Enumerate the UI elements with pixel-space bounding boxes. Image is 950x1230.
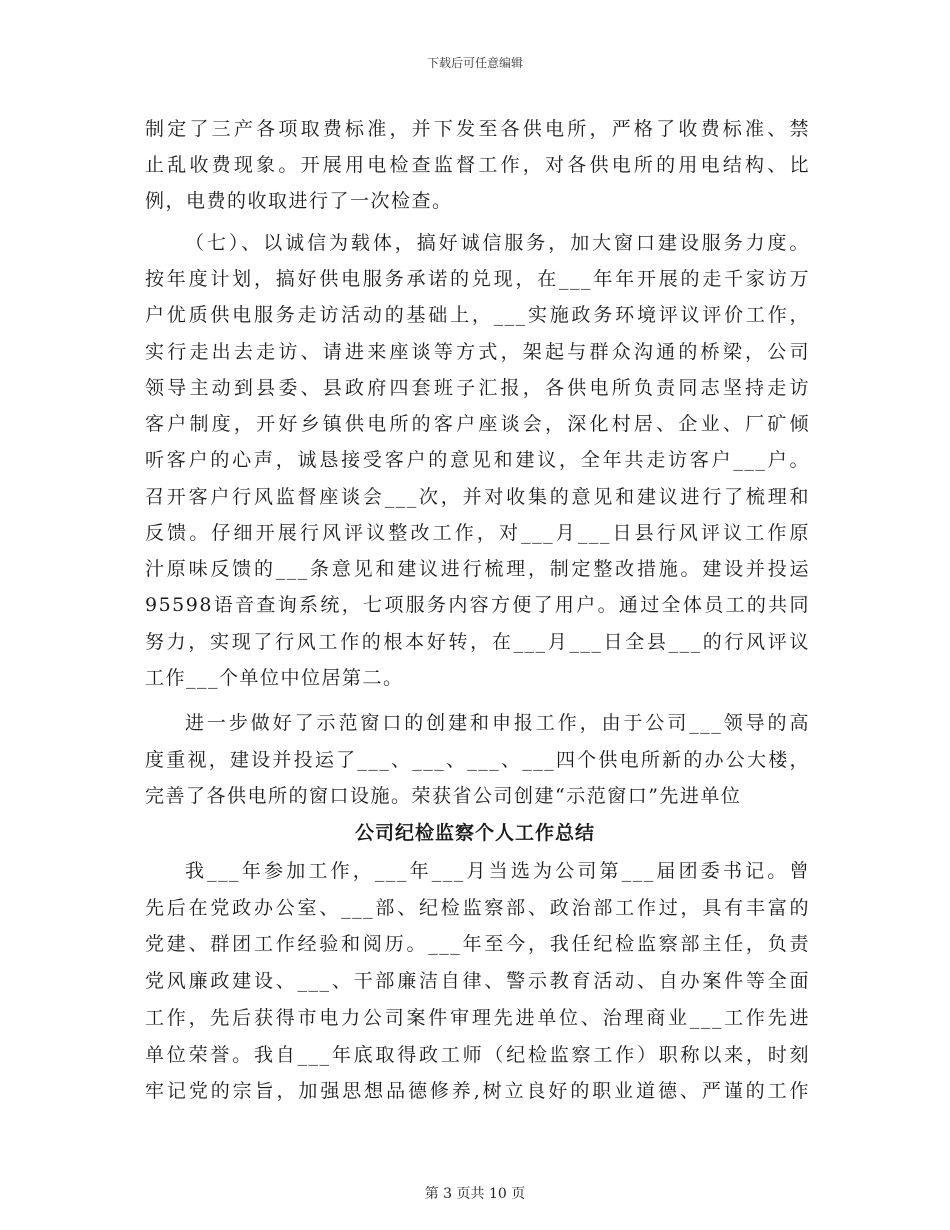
body-line: 领导主动到县委、县政府四套班子汇报，各供电所负责同志坚持走访 [145,377,810,399]
body-line: （七）、以诚信为载体，搞好诚信服务，加大窗口建设服务力度。 [185,232,810,254]
body-line: 召开客户行风监督座谈会___次，并对收集的意见和建议进行了梳理和 [145,486,810,508]
body-line: 单位荣誉。我自___年底取得政工师（纪检监察工作）职称以来，时刻 [145,1044,810,1066]
body-line: 户优质供电服务走访活动的基础上，___实施政务环境评议评价工作， [145,304,810,326]
document-title: 公司纪检监察个人工作总结 [354,822,595,844]
body-line: 95598语音查询系统，七项服务内容方便了用户。通过全体员工的共同 [145,594,810,616]
body-line: 进一步做好了示范窗口的创建和申报工作，由于公司___领导的高 [185,712,810,734]
body-line: 党建、群团工作经验和阅历。___年至今，我任纪检监察部主任，负责 [145,933,810,955]
body-line: 牢记党的宗旨，加强思想品德修养,树立良好的职业道德、严谨的工作 [145,1080,810,1102]
body-line: 党风廉政建设、___、干部廉洁自律、警示教育活动、自办案件等全面 [145,970,810,992]
body-line: 实行走出去走访、请进来座谈等方式，架起与群众沟通的桥梁，公司 [145,341,810,363]
body-line: 例，电费的收取进行了一次检查。 [145,190,453,212]
body-line: 工作___个单位中位居第二。 [145,667,404,689]
body-line: 工作，先后获得市电力公司案件审理先进单位、治理商业___工作先进 [145,1007,810,1029]
page-header: 下载后可任意编辑 [426,56,523,70]
body-line: 客户制度，开好乡镇供电所的客户座谈会，深化村居、企业、厂矿倾 [145,413,810,435]
body-line: 制定了三产各项取费标准，并下发至各供电所，严格了收费标准、禁 [145,118,810,140]
body-line: 听客户的心声，诚恳接受客户的意见和建议，全年共走访客户___户。 [145,449,810,471]
body-line: 先后在党政办公室、___部、纪检监察部、政治部工作过，具有丰富的 [145,897,810,919]
body-line: 度重视，建设并投运了___、___、___、___四个供电所新的办公大楼， [145,749,810,771]
body-line: 努力，实现了行风工作的根本好转，在___月___日全县___的行风评议 [145,631,810,653]
body-line: 我___年参加工作，___年___月当选为公司第___届团委书记。曾 [185,860,810,882]
page-footer: 第 3 页共 10 页 [424,1186,526,1202]
body-line: 完善了各供电所的窗口设施。荣获省公司创建“示范窗口”先进单位 [145,785,742,807]
body-line: 汁原味反馈的___条意见和建议进行梳理，制定整改措施。建设并投运 [145,558,810,580]
body-line: 反馈。仔细开展行风评议整改工作，对___月___日县行风评议工作原 [145,522,810,544]
body-line: 止乱收费现象。开展用电检查监督工作，对各供电所的用电结构、比 [145,154,810,176]
body-line: 按年度计划，搞好供电服务承诺的兑现，在___年年开展的走千家访万 [145,268,810,290]
